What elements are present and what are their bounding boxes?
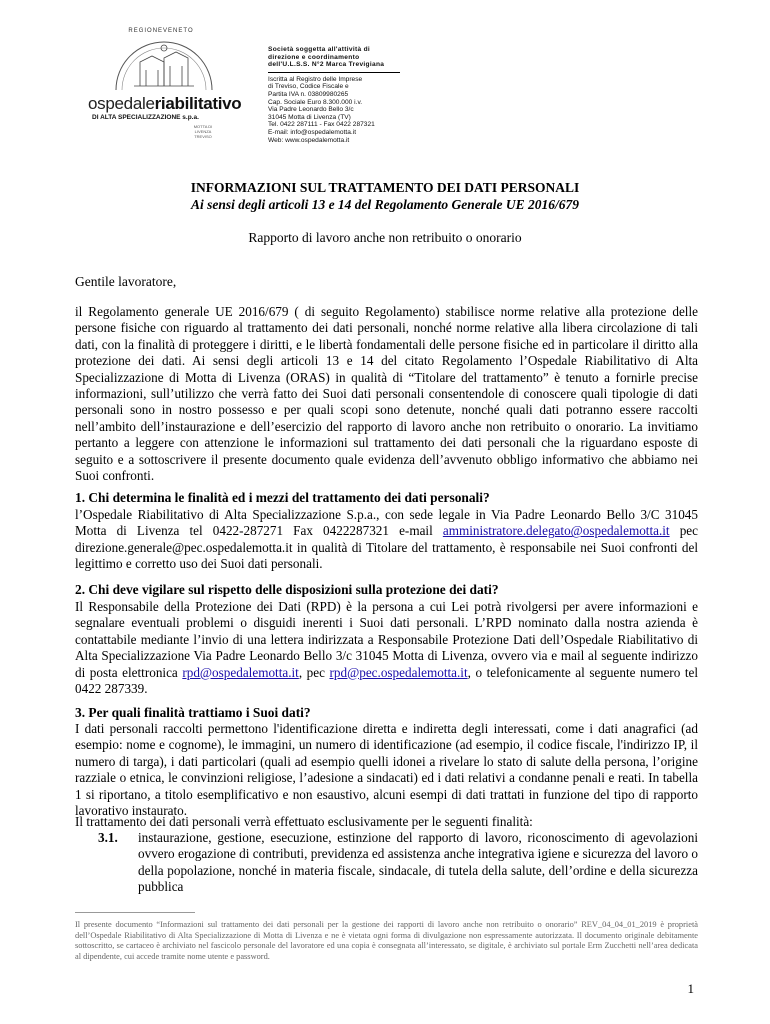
document-subject: Rapporto di lavoro anche non retribuito o onorario bbox=[248, 230, 522, 245]
rpd-pec-link[interactable]: rpd@pec.ospedalemotta.it bbox=[329, 664, 468, 680]
company-info-line: 31045 Motta di Livenza (TV) bbox=[268, 113, 351, 121]
greeting: Gentile lavoratore, bbox=[75, 274, 177, 289]
section-3-text: I dati personali raccolti permettono l'identificazione diretta e indiretta degli interessati, come i dati anagrafici (ad esempio: nome e cognome), le immagini, un numero di identificazione (ad esempio, il codice fiscale, l'indirizzo IP, il numero di targa), i dati particolari (quali ad esempio quelli idonei a rivelare lo stato di salute della persona, l’origine razziale o etnica, le convinzioni religiose, l’adesione a sindacati) ed i dati relativi a condanne penali e reati. In tabella 1 si riportano, a titolo esemplificativo e non esaustivo, alcuni esempi di dati trattati in funzione del tipo di rapporto lavorativo instaurato. bbox=[75, 721, 698, 819]
document-title: INFORMAZIONI SUL TRATTAMENTO DEI DATI PERSONALI bbox=[190, 180, 580, 195]
document-subtitle: Ai sensi degli articoli 13 e 14 del Regolamento Generale UE 2016/679 bbox=[190, 197, 580, 212]
company-info-line: Partita IVA n. 03809980265 bbox=[268, 90, 349, 98]
rpd-email-link[interactable]: rpd@ospedalemotta.it bbox=[182, 664, 299, 680]
section-3-heading: 3. Per quali finalità trattiamo i Suoi dati? bbox=[75, 705, 311, 720]
section-2-text bbox=[75, 599, 698, 697]
section-1-heading: 1. Chi determina le finalità ed i mezzi del trattamento dei dati personali? bbox=[75, 490, 490, 505]
section-2-text-b: , pec bbox=[298, 664, 330, 680]
page-number: 1 bbox=[687, 981, 694, 996]
logo-name-light: ospedale bbox=[88, 94, 155, 113]
company-info-line: Tel. 0422 287111 - Fax 0422 287321 bbox=[268, 121, 375, 129]
company-group-line: direzione e coordinamento bbox=[268, 53, 360, 61]
company-registry bbox=[268, 76, 408, 144]
intro-paragraph: il Regolamento generale UE 2016/679 ( di seguito Regolamento) stabilisce norme relative alla protezione delle persone fisiche con riguardo al trattamento dei dati personali, nonché norme relative alla libera circolazione di tali dati, con la finalità di proteggere i diritti, e le libertà fondamentali delle persone fisiche ed in particolare il diritto alla protezione dei dati. Ai sensi degli articoli 13 e 14 del citato Regolamento l’Ospedale Riabilitativo di Alta Specializzazione di Motta di Livenza (ORAS) in qualità di “Titolare del trattamento” è tenuto a fornirle precise informazioni, sull’utilizzo che verrà fatto dei Suoi dati personali consentendole di conoscere quali tipologie di dati personali sono in nostro possesso e per quali scopi sono detenute, nonché quali dati potranno essere raccolti nell’ambito dell’instaurazione e dell’esercizio del rapporto di lavoro anche non retribuito o onorario. La invitiamo pertanto a leggere con attenzione le informazioni sul trattamento dei dati personali che la riguardano esposte di seguito e a sottoscrivere il presente documento quale evidenza dell’avvenuto obbligo informativo che abbiamo nei Suoi confronti. bbox=[75, 304, 698, 484]
logo-location: MOTTA DI LIVENZA TREVISO bbox=[193, 124, 213, 139]
section-2-heading: 2. Chi deve vigilare sul rispetto delle disposizioni sulla protezione dei dati? bbox=[75, 582, 499, 597]
list-item-number: 3.1. bbox=[98, 830, 118, 845]
logo-name bbox=[88, 94, 241, 114]
logo-arc-text: REGIONEVENETO bbox=[128, 28, 194, 34]
section-1-text-a: l’Ospedale Riabilitativo di Alta Specializzazione S.p.a., con sede legale in Via Padre Leonardo Bello 3/C 31045 Motta di Livenza tel 0422-287271 Fax 0422287321 e-mail bbox=[75, 507, 698, 539]
company-group-note bbox=[268, 46, 408, 69]
company-info-line: E-mail: info@ospedalemotta.it bbox=[268, 128, 357, 136]
company-info-line: Web: www.ospedalemotta.it bbox=[268, 136, 350, 144]
footer-note: Il presente documento “Informazioni sul trattamento dei dati personali per la gestione dei rapporti di lavoro anche non retribuito o onorario” REV_04_04_01_2019 è proprietà dell’Ospedale Riabilitativo di Alta Specializzazione di Motta di Livenza e ne è vietata ogni forma di divulgazione non espressamente autorizzata. Il documento originale debitamente sottoscritto, se cartaceo è archiviato nel fascicolo personale del lavoratore ed una copia è consegnata all’interessato, se digitale, è archiviato sul portale Erm Zucchetti nell’area dedicata al dipendente, cui accede tramite nome utente e password. bbox=[75, 920, 698, 961]
logo-subtitle: DI ALTA SPECIALIZZAZIONE s.p.a. bbox=[92, 114, 199, 121]
logo-emblem-icon bbox=[76, 28, 256, 152]
company-info bbox=[268, 46, 408, 144]
admin-email-link[interactable]: amministratore.delegato@ospedalemotta.it bbox=[442, 523, 670, 539]
section-3-text-2: Il trattamento dei dati personali verrà effettuato esclusivamente per le seguenti finalità: bbox=[75, 814, 533, 829]
section-1-text-b: pec direzione.generale@pec.ospedalemotta.it in qualità di Titolare del trattamento, è responsabile nei Suoi confronti del legittimo e corretto uso dei Suoi dati personali. bbox=[75, 523, 698, 572]
hospital-logo bbox=[76, 28, 256, 152]
section-2-text-a: Il Responsabile della Protezione dei Dati (RPD) è la persona a cui Lei potrà rivolgersi per avere informazioni e segnalare eventuali problemi o disguidi inerenti i Suoi dati personali. L’RPD nominato dalla nostra azienda è contattabile mediante l’invio di una lettera indirizzata a Responsabile Protezione Dati dell’Ospedale Riabilitativo di Alta Specializzazione Via Padre Leonardo Bello 3/c 31045 Motta di Livenza, ovvero via e mail al seguente indirizzo di posta elettronica bbox=[75, 599, 698, 680]
company-info-line: Iscritta al Registro delle Imprese bbox=[268, 75, 363, 83]
company-group-line: Società soggetta all'attività di bbox=[268, 46, 371, 53]
company-info-line: Via Padre Leonardo Bello 3/c bbox=[268, 106, 354, 114]
company-divider bbox=[268, 72, 400, 73]
company-group-line: dell'U.L.S.S. N°2 Marca Trevigiana bbox=[268, 61, 385, 69]
list-item-text: instaurazione, gestione, esecuzione, estinzione del rapporto di lavoro, riconoscimento di agevolazioni ovvero erogazione di contributi, previdenza ed assistenza anche integrativa igiene e sicurezza del lavoro o della popolazione, nonché in materia fiscale, sindacale, di tutela della salute, dell’ordine e della sicurezza pubblica bbox=[138, 830, 698, 895]
logo-name-bold: riabilitativo bbox=[154, 94, 242, 113]
section-1-text bbox=[75, 507, 698, 573]
footer-divider bbox=[75, 912, 195, 913]
company-info-line: di Treviso, Codice Fiscale e bbox=[268, 83, 349, 91]
section-2-text-c: , o telefonicamente al seguente numero tel 0422 287339. bbox=[75, 664, 699, 697]
company-info-line: Cap. Sociale Euro 8.300.000 i.v. bbox=[268, 98, 363, 106]
